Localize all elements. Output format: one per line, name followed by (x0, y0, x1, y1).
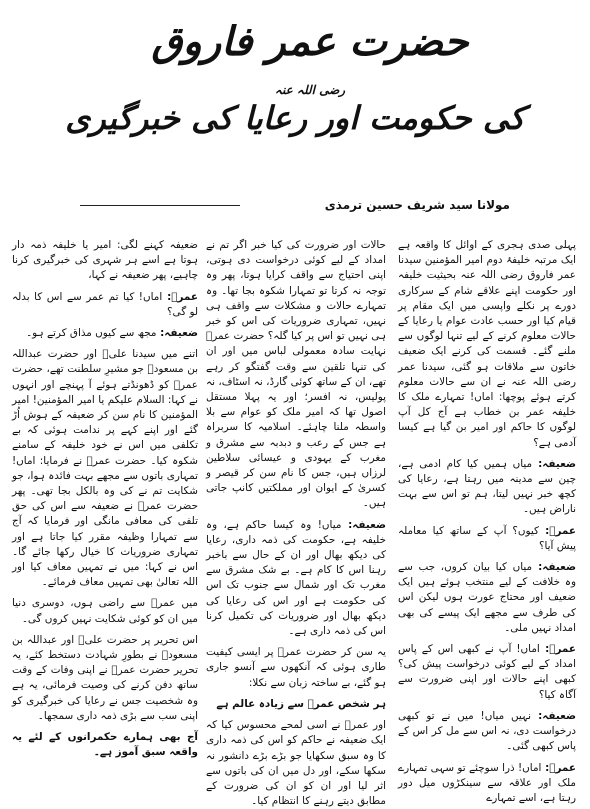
paragraph-text: میاں! وہ کیسا حاکم ہے، وہ خلیفہ ہے، حکومت کی ذمہ داری، رعایا کی دیکھ بھال اور ان کے حال سے باخبر رہنا اس کا کام ہے۔ بے شک مشرق سے مغرب تک اور شمال سے جنوب تک اس کی حکومت ہے اور اس کی رعایا کی دیکھ بھال اور ضروریات کی تکمیل کرنا اس کی ذمہ داری ہے۔ (206, 518, 386, 638)
speaker-label: ضعیفہ: (532, 457, 576, 470)
speaker-label: ضعیفہ: (341, 518, 386, 531)
paragraph-text: مجھ سے کیوں مذاق کرتے ہو۔ (26, 327, 157, 340)
paragraph (398, 457, 576, 518)
paragraph (398, 761, 576, 807)
paragraph (206, 645, 386, 691)
paragraph-text: حالات اور ضرورت کی کیا خبر اگر تم نے امداد کے لیے کوئی درخواست دی ہوتی، اپنی احتیاج سے واقف کرایا ہوتا، پھر وہ توجہ نہ کرتا تو تمہارا شکوہ بجا تھا۔ وہ تمہارے حالات و مشکلات سے واقف ہی نہیں، تمہاری ضروریات کی اس کو خبر ہی نہیں تو اس پر کیا گلہ؟ حضرت عمرؓ نہایت سادہ معمولی لباس میں اور ان کی تنہا تلقین سے وقت گفتگو کر رہے تھے، ان کے ساتھ کوئی گارڈ، نہ اسٹاف، نہ پولیس، نہ افسر؛ اور یہ پہلا مستقل اصول تھا کہ امیر ملک کو عوام سے بلا واسطہ ملنا چاہئے۔ اسلامیہ کا سربراہ ہے جس کے رعب و دبدبہ سے مشرق و مغرب کے یہودی و عیسائی سلاطین لرزاں ہیں، جس کا نام سن کر قیصر و کسریٰ کے ایوان اور مملکتیں کانپ جاتی ہیں۔ (205, 239, 386, 510)
paragraph (12, 730, 198, 760)
paragraph (398, 238, 576, 451)
paragraph-text: اس تحریر پر حضرت علیؓ اور عبداللہ بن مسعودؓ نے بطورِ شہادت دستخط کئے، یہ تحریر حضرت عمرؓ نے اپنی وفات کے وقت ساتھ دفن کرنے کی وصیت فرمائی، یہ ہے وہ شخصیت جس نے رعایا کی خبرگیری کو اپنی سب سے بڑی ذمہ داری سمجھا۔ (12, 633, 198, 722)
speaker-label: ضعیفہ: (156, 327, 198, 340)
title-text: حضرت عمر فاروق (151, 18, 469, 65)
paragraph (206, 238, 386, 512)
paragraph (12, 238, 198, 284)
paragraph (12, 290, 198, 320)
paragraph-text: کیوں؟ آپ کے ساتھ کیا معاملہ پیش آیا؟ (398, 524, 576, 552)
paragraph-text: اماں! کیا تم عمر سے اس کا بدلہ لو گی؟ (12, 290, 198, 318)
paragraph-text: ہر شخص عمرؓ سے زیادہ عالم ہے (216, 697, 386, 710)
column-middle (205, 238, 386, 808)
byline-rule (80, 205, 240, 206)
paragraph-text: آج بھی ہمارے حکمرانوں کے لئے یہ واقعہ سبق آموز ہے۔ (12, 731, 198, 759)
paragraph-text: میاں ہمیں کیا کام ادمی ہے، چین سے مدینہ میں رہتا ہے، رعایا کی کچھ خبر نہیں لیتا، ہم تو اس سے بہت ناراض ہیں۔ (398, 457, 576, 516)
column-right (398, 238, 576, 804)
speaker-label: ضعیفہ: (532, 561, 576, 574)
paragraph-text: اماں! آپ نے کبھی اس کے پاس امداد کے لیے کوئی درخواست پیش کی؟ کبھی اپنے حالات اور اپنی ضرورت سے آگاہ کیا؟ (398, 643, 576, 701)
paragraph-text: اماں! ذرا سوچئے تو سہی تمہارے ملک اور علاقہ سے سینکڑوں میل دور رہتا ہے، اسے تمہارے (398, 761, 576, 804)
paragraph-text: ضعیفہ کہنے لگی: امیر یا خلیفہ ذمہ دار ہوتا ہے اسے ہر شہری کی خبرگیری کرنا چاہیے، پھر ضعیفہ نے کہا، (12, 239, 198, 282)
article-subtitle: کی حکومت اور رعایا کی خبرگیری (65, 99, 525, 137)
speaker-label: ضعیفہ: (531, 709, 576, 722)
paragraph (398, 524, 576, 554)
paragraph (206, 697, 386, 712)
paragraph-text: نہیں میاں! میں نے تو کبھی درخواست دی، نہ اس سے مل کر اس کے پاس کبھی گئی۔ (398, 709, 576, 753)
paragraph-text: میں عمرؓ سے راضی ہوں، دوسری دنیا میں ان کو کوئی شکایت نہیں کروں گی۔ (12, 597, 198, 625)
column-left (12, 238, 198, 768)
paragraph (206, 518, 386, 640)
paragraph-text: پہلی صدی ہجری کے اوائل کا واقعہ ہے ایک مرتبہ خلیفۂ دوم امیر المؤمنین سیدنا عمر فاروق رضی اللہ عنہ بحیثیت خلیفہ اور حکومت اپنے علاقے شام کے سرکاری دورے پر نکلے واپسی میں ایک مقام پر قیام کیا اور حسب عادت عوام یا رعایا کے حالات معلوم کرنے کے لیے تنہا لوگوں سے ملنے گئے۔ قسمت کی کرنے ایک ضعیف خاتون سے ملاقات ہو گئی، سیدنا عمر رضی اللہ عنہ نے ان سے حالات معلوم کرتے ہوئے پوچھا: اماں! تمہارے ملک کا خلیفہ عمر بن خطاب ہے آج کل آپ لوگوں کا حاکم اور امیر بن گیا ہے کیسا آدمی ہے؟ (398, 239, 576, 449)
paragraph (398, 709, 576, 755)
paragraph (12, 347, 198, 590)
speaker-label: عمرؓ: (539, 643, 576, 656)
paragraph-text: اتنے میں سیدنا علیؓ اور حضرت عبداللہ بن مسعودؓ جو مشیرِ سلطنت تھے، حضرت عمرؓ کو ڈھونڈتے ہوئے آ پہنچے اور انہوں نے کہا: السلام علیکم یا امیر المؤمنین! امیر المؤمنین کا نام سن کر ضعیفہ کے ہوش اُڑ گئے اور اپنے کہے پر ندامت ہوئی کہ بے تکلفی میں اس نے خود خلیفہ کے سامنے شکوہ کیا۔ حضرت عمرؓ نے فرمایا: اماں! تمہاری باتوں سے مجھے بہت فائدہ ہوا، جو شکایت تم نے کی وہ بالکل بجا تھی۔ پھر حضرت عمرؓ نے ضعیفہ سے اس کی حق تلفی کی معافی مانگی اور فرمایا کہ آج سے تمہارا وظیفہ مقرر کیا جاتا ہے اور تمہاری ضروریات کا خیال رکھا جائے گا۔ اس نے کہا: میں نے تمہیں معاف کیا اور اللہ تعالیٰ بھی تمہیں معاف فرمائے۔ (12, 348, 198, 589)
speaker-label: عمرؓ: (538, 524, 576, 537)
paragraph (398, 642, 576, 703)
paragraph (12, 326, 198, 341)
paragraph (12, 596, 198, 626)
paragraph (206, 718, 386, 809)
paragraph-text: میاں کیا بیان کروں، جب سے وہ خلافت کے لیے منتخب ہوئے ہیں ایک ضعیف اور محتاج عورت ہوں لیکن اس کی طرف سے مجھے ایک پیسے کی بھی امداد نہیں ملی۔ (398, 561, 576, 634)
author-byline: مولانا سید شریف حسین ترمذی (324, 198, 510, 212)
paragraph (12, 633, 198, 724)
paragraph-text: اور عمرؓ نے اسی لمحے محسوس کیا کہ ایک ضعیفہ نے حاکم کو اس کی ذمہ داری کا وہ سبق سکھایا جو بڑے بڑے دانشور نہ سکھا سکے، اور دل میں ان کی باتوں سے اثر لیا اور ان کو ان کی ضرورت کے مطابق دیتے رہنے کا انتظام کیا۔ (206, 719, 386, 808)
paragraph-text: یہ سن کر حضرت عمرؓ پر ایسی کیفیت طاری ہوئی کہ آنکھوں سے آنسو جاری ہو گئے، بے ساختہ زبان سے نکلا: (206, 646, 386, 689)
speaker-label: عمرؓ: (541, 761, 576, 774)
title-honorific: رضی اللہ عنہ (274, 83, 346, 97)
speaker-label: عمرؓ: (162, 290, 199, 303)
paragraph (398, 560, 576, 636)
byline-row (80, 196, 510, 216)
